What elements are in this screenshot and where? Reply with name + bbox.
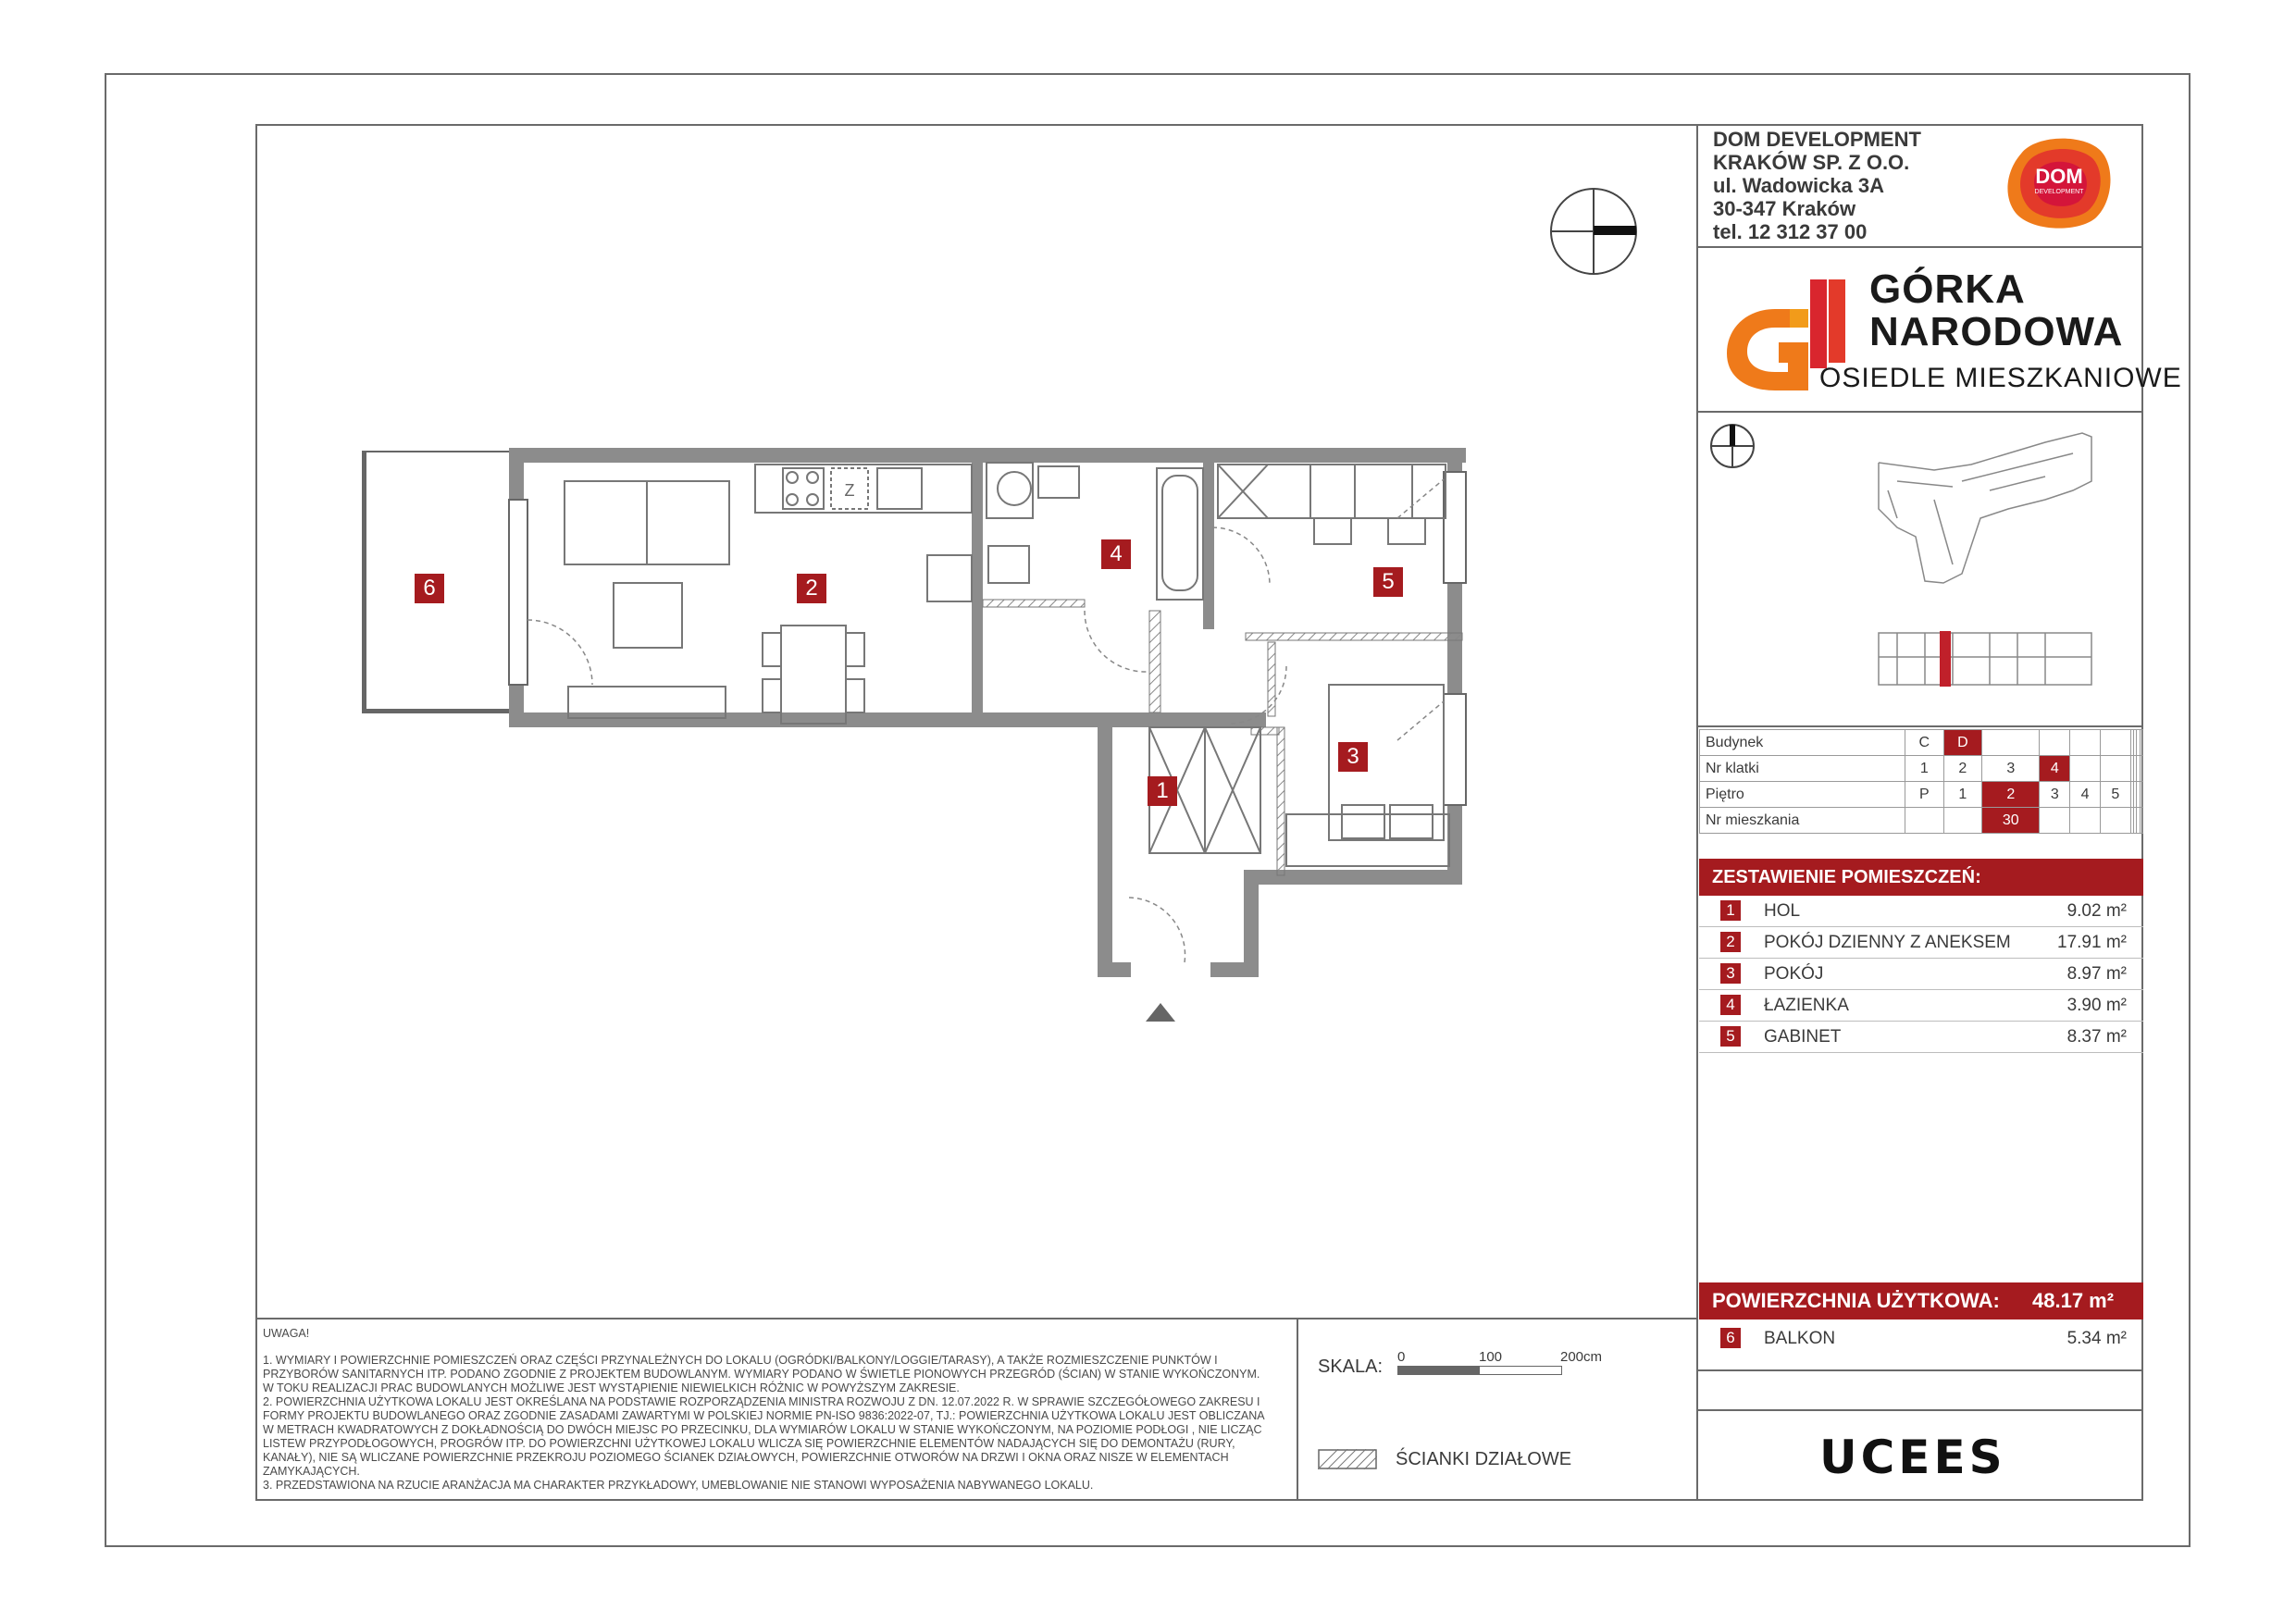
compass-icon	[1547, 185, 1640, 278]
stairs-1: 1	[1905, 756, 1944, 782]
plan-label-2: 2	[797, 574, 826, 603]
floor-2: 2	[1982, 782, 2040, 808]
project-subtitle: OSIEDLE MIESZKANIOWE	[1819, 363, 2182, 393]
floor-plan	[352, 435, 1629, 1036]
dom-logo	[2003, 133, 2116, 231]
room-area-1: 9.02 m²	[2066, 901, 2127, 921]
room-row-1	[1699, 896, 2143, 927]
building-c: C	[1905, 730, 1944, 756]
room-num-3: 3	[1720, 963, 1741, 984]
company-line2: KRAKÓW SP. Z O.O.	[1713, 151, 1910, 174]
scale-divider	[1297, 1318, 1298, 1501]
floor-3: 3	[2040, 782, 2070, 808]
room-area-2: 17.91 m²	[2057, 933, 2127, 952]
row-stairs	[1700, 756, 2143, 782]
scale-tick-200: 200cm	[1560, 1349, 1603, 1365]
row-floor	[1700, 782, 2143, 808]
divider-footer	[1696, 1409, 2143, 1411]
divider-project	[1696, 411, 2143, 413]
hatch-legend-icon	[1318, 1449, 1377, 1469]
total-area-label: POWIERZCHNIA UŻYTKOWA:	[1712, 1289, 2000, 1312]
kitchen	[755, 465, 972, 601]
scale-tick-0: 0	[1397, 1349, 1406, 1365]
scale-label: SKALA:	[1318, 1357, 1384, 1377]
row-apartment	[1700, 808, 2143, 834]
balcony-area: 5.34 m²	[2066, 1329, 2127, 1348]
notes-1: 1. WYMIARY I POWIERZCHNIE POMIESZCZEŃ ORAZ CZĘŚCI PRZYNALEŻNYCH DO LOKALU (OGRÓDKI/BALKONY/LOGGIE/TARASY), A TAKŻE ROZMIESZCZENIE PUNKTÓW I PRZYBORÓW SANITARNYCH ITP. PODANO ZGODNIE Z PROJEKTEM BUDOWLANYM. WYMIARY PODANO W ŚWIETLE PIONOWYCH PRZEGRÓD (ŚCIAN) W STANIE WYKOŃCZONYM. W TOKU REALIZACJI PRAC BUDOWLANYCH MOŻLIWE JEST WYSTĄPIENIE NIEWIELKICH RÓŻNIC W POWYŻSZYM ZAKRESIE.	[263, 1354, 1260, 1394]
room-area-5: 8.37 m²	[2066, 1027, 2127, 1047]
balcony-name: BALKON	[1764, 1329, 1836, 1348]
project-name	[1869, 268, 2123, 353]
dom-logo-text: DOM	[2035, 165, 2083, 188]
floor-5: 5	[2100, 782, 2130, 808]
room-name-5: GABINET	[1764, 1027, 1842, 1047]
notes-3: 3. PRZEDSTAWIONA NA RZUCIE ARANŻACJA MA CHARAKTER PRZYKŁADOWY, UMEBLOWANIE NIE STANOWI WYPOSAŻENIA NABYWANEGO LOKALU.	[263, 1479, 1094, 1492]
room-row-3	[1699, 959, 2143, 990]
notes-title: UWAGA!	[263, 1327, 310, 1340]
apartment-label: Nr mieszkania	[1700, 808, 1905, 834]
scale-tick-100: 100	[1479, 1349, 1503, 1365]
room-row-2	[1699, 927, 2143, 959]
room-name-4: ŁAZIENKA	[1764, 996, 1849, 1015]
divider-balcony	[1696, 1369, 2143, 1371]
stairs-3: 3	[1982, 756, 2040, 782]
room-name-1: HOL	[1764, 901, 1801, 921]
plan-label-5: 5	[1373, 567, 1403, 597]
stairs-4: 4	[2040, 756, 2070, 782]
room-area-3: 8.97 m²	[2066, 964, 2127, 984]
building-d: D	[1943, 730, 1982, 756]
total-area-bar	[1699, 1282, 2143, 1319]
balcony-num: 6	[1720, 1328, 1741, 1348]
apartment-info-table	[1699, 729, 2143, 834]
stairs-2: 2	[1943, 756, 1982, 782]
dom-logo-subtext: DEVELOPMENT	[2034, 189, 2084, 195]
room-num-1: 1	[1720, 900, 1741, 921]
project-name-line2: NARODOWA	[1869, 309, 2124, 354]
room-area-4: 3.90 m²	[2066, 996, 2127, 1015]
ucees-logo: UCEES	[1819, 1431, 2006, 1484]
floor-label: Piętro	[1700, 782, 1905, 808]
floor-p: P	[1905, 782, 1944, 808]
notes	[263, 1327, 1267, 1493]
company-info	[1713, 128, 1921, 243]
divider-company	[1696, 246, 2143, 248]
company-phone: tel. 12 312 37 00	[1713, 220, 1868, 243]
room-name-3: POKÓJ	[1764, 964, 1824, 984]
fridge-mark: Z	[844, 481, 855, 500]
company-city: 30-347 Kraków	[1713, 197, 1856, 220]
room-name-2: POKÓJ DZIENNY Z ANEKSEM	[1764, 933, 2011, 952]
entrance-arrow-icon	[1146, 1003, 1175, 1022]
furniture	[565, 463, 1449, 866]
floor-4: 4	[2070, 782, 2101, 808]
room-row-5	[1699, 1022, 2143, 1053]
room-num-5: 5	[1720, 1026, 1741, 1047]
notes-divider	[255, 1318, 1697, 1319]
project-name-line1: GÓRKA	[1869, 266, 2026, 312]
room-num-2: 2	[1720, 932, 1741, 952]
room-num-4: 4	[1720, 995, 1741, 1015]
scale-bar	[1397, 1366, 1562, 1375]
company-street: ul. Wadowicka 3A	[1713, 174, 1885, 197]
outer-walls	[509, 448, 1466, 977]
building-label: Budynek	[1700, 730, 1905, 756]
divider-keyplan	[1696, 725, 2143, 727]
stairs-label: Nr klatki	[1700, 756, 1905, 782]
plan-label-1: 1	[1148, 776, 1177, 806]
apartment-number: 30	[1982, 808, 2040, 834]
plan-label-6: 6	[415, 574, 444, 603]
legend-partition-walls: ŚCIANKI DZIAŁOWE	[1396, 1449, 1572, 1469]
rooms-header: ZESTAWIENIE POMIESZCZEŃ:	[1699, 859, 2143, 896]
total-area-value: 48.17 m²	[2032, 1289, 2115, 1312]
company-name: DOM DEVELOPMENT	[1713, 128, 1921, 151]
plan-label-4: 4	[1101, 539, 1131, 569]
floor-1: 1	[1943, 782, 1982, 808]
row-building	[1700, 730, 2143, 756]
plan-label-3: 3	[1338, 742, 1368, 772]
notes-2: 2. POWIERZCHNIA UŻYTKOWA LOKALU JEST OKREŚLANA NA PODSTAWIE ROZPORZĄDZENIA MINISTRA ROZWOJU Z DN. 12.07.2022 R. W SPRAWIE SZCZEGÓŁOWEGO ZAKRESU I FORMY PROJEKTU BUDOWLANEGO ORAZ ZGODNIE ZASADAMI ZAWARTYMI W POLSKIEJ NORMIE PN-ISO 9836:2022-07, TJ.: POWIERZCHNIA UŻYTKOWA LOKALU JEST OBLICZANA W METRACH KWADRATOWYCH Z DOKŁADNOŚCIĄ DO DWÓCH MIEJSC PO PRZECINKU, DLA WYMIARÓW LOKALU W STANIE WYKOŃCZONYM, NA POZIOMIE PODŁOGI , NIE LICZĄC LISTEW PRZYPODŁOGOWYCH, PROGRÓW ITP. DO POWIERZCHNI UŻYTKOWEJ LOKALU WLICZA SIĘ POWIERZCHNIE ELEMENTÓW NADAJĄCYCH SIĘ DO DEMONTAŻU (RURY, KANAŁY), NIE SĄ WLICZANE POWIERZCHNIE PRZEKROJU POZIOMEGO ŚCIANEK DZIAŁOWYCH, POWIERZCHNIE OTWORÓW NA DRZWI I OKNA ORAZ NISZE W ELEMENTACH ZAMYKAJĄCYCH.	[263, 1395, 1264, 1478]
keyplan-compass-icon	[1708, 422, 1756, 470]
balcony-row	[1699, 1323, 2143, 1354]
right-column-divider	[1696, 124, 1698, 1501]
keyplan-site-drawing	[1860, 426, 2119, 694]
room-row-4	[1699, 990, 2143, 1022]
